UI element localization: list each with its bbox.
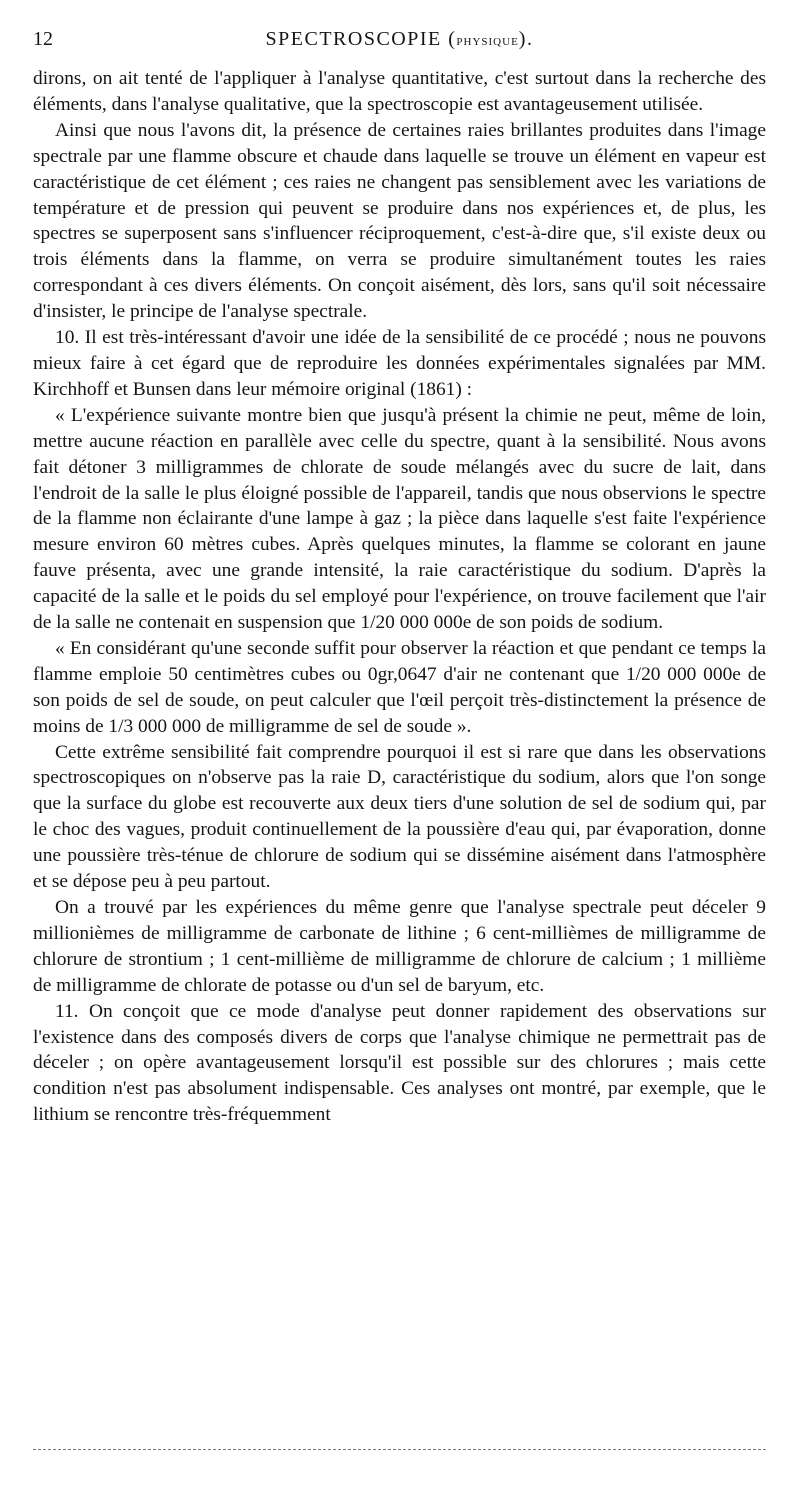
paragraph-sensitivity: Cette extrême sensibilité fait comprendre pourquoi il est si rare que dans les observations spectroscopiques on n'observe pas la raie D, caractéristique du sodium, alors que l'on songe que la surface du globe est recouverte aux deux tiers d'une solution de sel de sodium qui, par le choc des vagues, produit continuellement de la poussière d'eau qui, par évaporation, donne une poussière très-ténue de chlorure de sodium qui se dissémine aisément dans l'atmosphère et se dépose peu à peu partout. (33, 741, 766, 893)
running-title-end: ). (518, 28, 534, 50)
paragraph-continued: dirons, on ait tenté de l'appliquer à l'analyse quantitative, c'est surtout dans la recherche des éléments, dans l'analyse qualitative, que la spectroscopie est avantageusement utilisée. (33, 68, 766, 115)
quote-calculation: « En considérant qu'une seconde suffit pour observer la réaction et que pendant ce temps la flamme emploie 50 centimètres cubes ou 0gr,0647 d'air ne contenant que 1/20 000 000e de son poids de sel de soude, on peut calculer que l'œil perçoit très-distinctement la présence de moins de 1/3 000 000 de milligramme de sel de soude ». (33, 637, 766, 737)
quote-experiment: « L'expérience suivante montre bien que jusqu'à présent la chimie ne peut, même de loin, mettre aucune réaction en parallèle avec celle du spectre, quant à la sensibilité. Nous avons fait détoner 3 milligrammes de chlorate de soude mélangés avec du sucre de lait, dans l'endroit de la salle le plus éloigné possible de l'appareil, tandis que nous observions le spectre de la flamme non éclairante d'une lampe à gaz ; la pièce dans laquelle s'est faite l'expérience mesure environ 60 mètres cubes. Après quelques minutes, la flamme se colorant en jaune fauve présenta, avec une grande intensité, la raie caractéristique du sodium. D'après la capacité de la salle et le poids du sel employé pour l'expérience, on trouve facilement que l'air de la salle ne contenait en suspension que 1/20 000 000e de son poids de sodium. (33, 404, 766, 634)
paragraph-detection-limits: On a trouvé par les expériences du même genre que l'analyse spectrale peut déceler 9 millionièmes de milligramme de carbonate de lithine ; 6 cent-millièmes de milligramme de chlorure de strontium ; 1 cent-millième de milligramme de chlorure de calcium ; 1 millième de milligramme de chlorate de potasse ou d'un sel de baryum, etc. (33, 897, 766, 996)
bottom-dashed-rule (33, 1449, 766, 1450)
page-number: 12 (33, 28, 53, 50)
running-header (33, 28, 766, 62)
running-title-main: SPECTROSCOPIE ( (265, 28, 457, 50)
body-text (33, 66, 766, 1128)
running-title-subject: physique (456, 33, 519, 49)
paragraph-section-10: 10. Il est très-intéressant d'avoir une idée de la sensibilité de ce procédé ; nous ne pouvons mieux faire à cet égard que de reproduire les données expérimentales signalées par MM. Kirchhoff et Bunsen dans leur mémoire original (1861) : (33, 327, 766, 400)
paragraph-principle: Ainsi que nous l'avons dit, la présence de certaines raies brillantes produites dans l'image spectrale par une flamme obscure et chaude dans laquelle se trouve un élément en vapeur est caractéristique de cet élément ; ces raies ne changent pas sensiblement avec les variations de température et de pression qui peuvent se produire dans nos expériences et, de plus, les spectres se superposent sans s'influencer réciproquement, c'est-à-dire que, s'il existe deux ou trois éléments dans la flamme, on verra se produire simultanément toutes les raies correspondant à ces divers éléments. On conçoit aisément, dès lors, sans qu'il soit nécessaire d'insister, le principe de l'analyse spectrale. (33, 119, 766, 323)
page (33, 28, 766, 1128)
paragraph-section-11: 11. On conçoit que ce mode d'analyse peut donner rapidement des observations sur l'existence dans des composés divers de corps que l'analyse chimique ne permettrait pas de déceler ; on opère avantageusement lorsqu'il est possible sur des chlorures ; mais cette condition n'est pas absolument indispensable. Ces analyses ont montré, par exemple, que le lithium se rencontre très-fréquemment (33, 1000, 766, 1126)
running-title (33, 28, 766, 51)
